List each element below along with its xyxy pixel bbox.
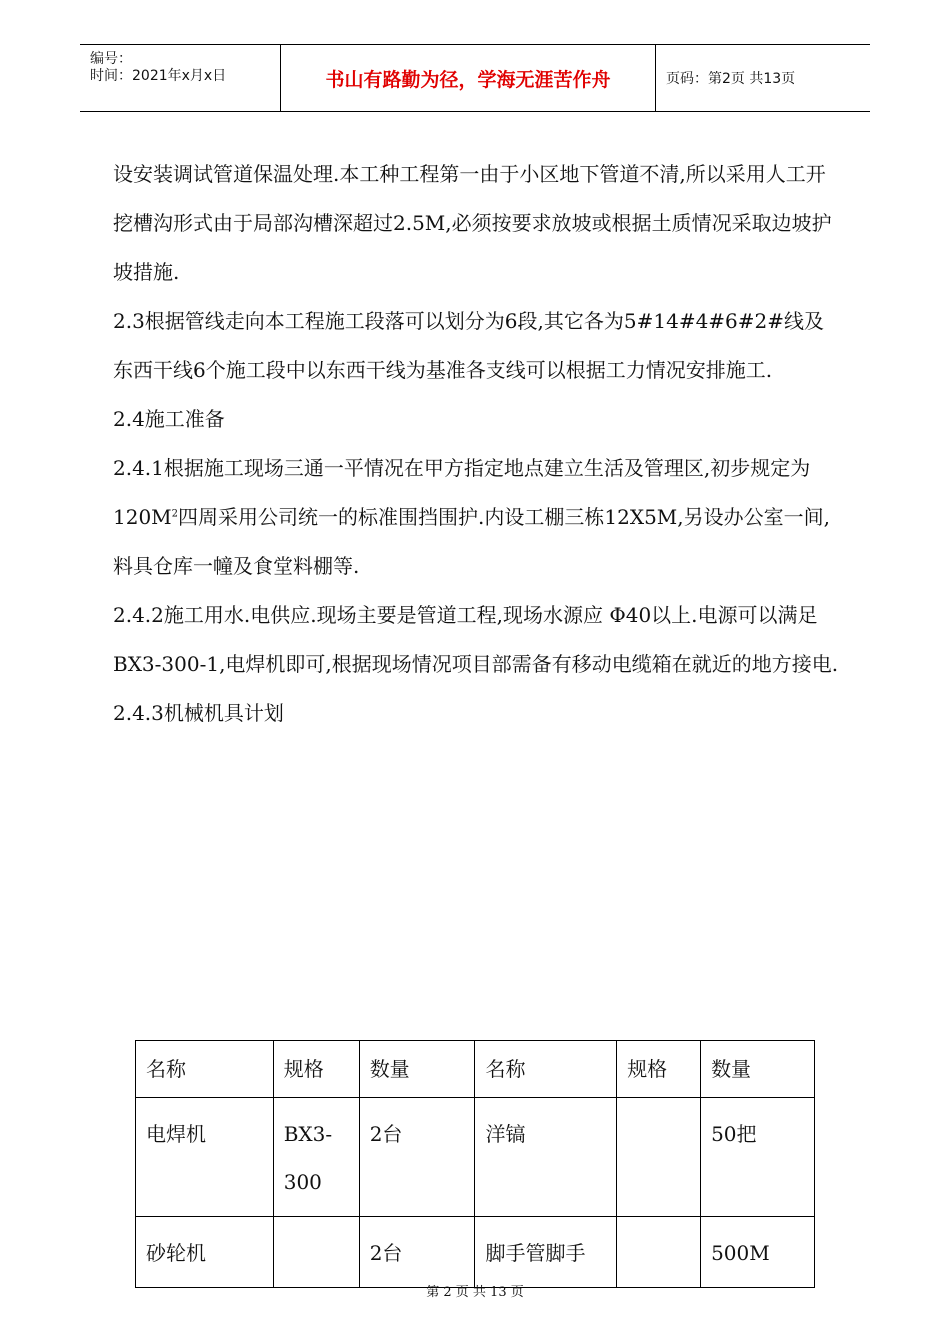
paragraph-2-4: 2.4施工准备 xyxy=(113,407,225,431)
table-cell: 脚手管脚手 xyxy=(475,1217,617,1288)
table-row xyxy=(136,1217,815,1288)
table-cell: 50把 xyxy=(701,1098,815,1217)
table-cell: 2台 xyxy=(359,1217,475,1288)
paragraph-2-4-3: 2.4.3机械机具计划 xyxy=(113,701,284,725)
paragraph-intro: 设安装调试管道保温处理.本工种工程第一由于小区地下管道不清,所以采用人工开挖槽沟形式由于局部沟槽深超过2.5M,必须按要求放坡或根据土质情况采取边坡护坡措施. xyxy=(113,162,832,284)
table-header-cell: 规格 xyxy=(273,1041,359,1098)
page-footer: 第 2 页 共 13 页 xyxy=(426,1285,524,1300)
table-header-cell: 规格 xyxy=(617,1041,701,1098)
equipment-table xyxy=(135,1040,815,1288)
header-page-info: 页码：第2页 共13页 xyxy=(666,71,796,87)
table-row xyxy=(136,1098,815,1217)
table-cell: 洋镐 xyxy=(475,1098,617,1217)
paragraph-2-4-1 xyxy=(113,444,843,591)
table-cell: 2台 xyxy=(359,1098,475,1217)
table-header-cell: 名称 xyxy=(136,1041,274,1098)
table-cell xyxy=(617,1098,701,1217)
table-header-cell: 数量 xyxy=(359,1041,475,1098)
table-cell: 砂轮机 xyxy=(136,1217,274,1288)
table-header-cell: 名称 xyxy=(475,1041,617,1098)
paragraph-2-4-1-text-a: 2.4.1根据施工现场三通一平情况在甲方指定地点建立生活及管理区,初步规定为120M xyxy=(113,456,811,529)
header-meta xyxy=(80,45,281,111)
document-date: 时间：2021年x月x日 xyxy=(90,68,227,84)
table-cell xyxy=(617,1217,701,1288)
document-number-label: 编号： xyxy=(90,51,132,67)
table-cell: BX3-300 xyxy=(273,1098,359,1217)
header-motto: 书山有路勤为径，学海无涯苦作舟 xyxy=(281,45,656,111)
superscript-2: 2 xyxy=(171,508,179,520)
paragraph-2-4-1-text-b: 四周采用公司统一的标准围挡围护.内设工棚三栋12X5M,另设办公室一间,料具仓库一幢及食堂料棚等. xyxy=(113,505,830,578)
paragraph-2-4-2: 2.4.2施工用水.电供应.现场主要是管道工程,现场水源应 Φ40以上.电源可以满足BX3-300-1,电焊机即可,根据现场情况项目部需备有移动电缆箱在就近的地方接电. xyxy=(113,603,839,676)
table-header-cell: 数量 xyxy=(701,1041,815,1098)
table-cell: 电焊机 xyxy=(136,1098,274,1217)
table-cell xyxy=(273,1217,359,1288)
paragraph-2-3: 2.3根据管线走向本工程施工段落可以划分为6段,其它各为5#14#4#6#2#线及东西干线6个施工段中以东西干线为基准各支线可以根据工力情况安排施工. xyxy=(113,309,825,382)
page-header xyxy=(80,44,870,112)
document-body xyxy=(113,150,843,738)
table-header-row xyxy=(136,1041,815,1098)
table-cell: 500M xyxy=(701,1217,815,1288)
